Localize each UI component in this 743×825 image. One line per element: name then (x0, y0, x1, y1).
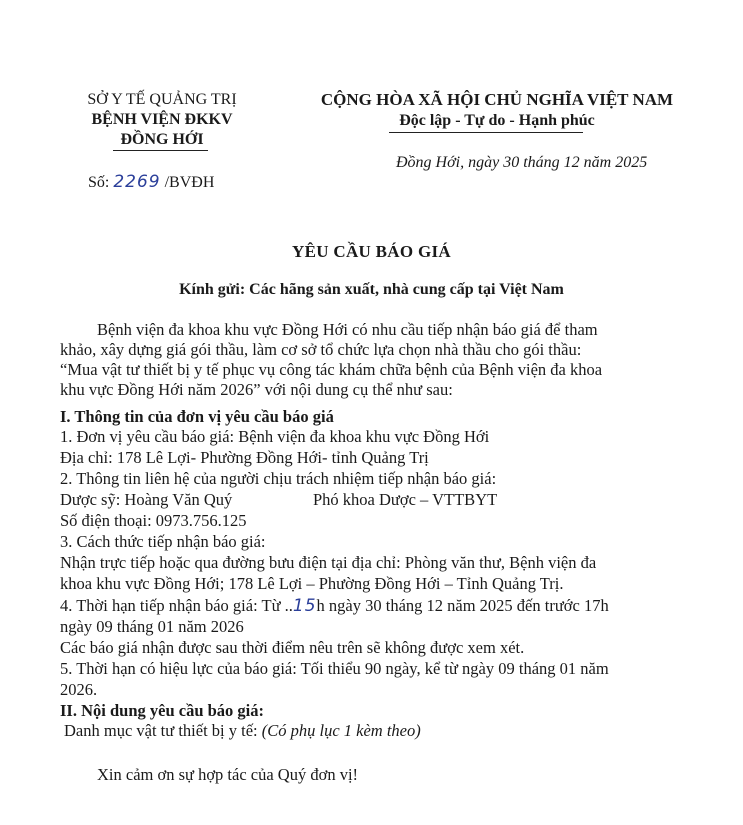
section1-item4-date: ngày 09 tháng 01 năm 2026 (60, 617, 244, 636)
document-number-suffix: /BVĐH (164, 174, 215, 191)
section2-list-label: Danh mục vật tư thiết bị y tế: (64, 721, 262, 740)
motto-underline (389, 132, 583, 133)
section1-item3: 3. Cách thức tiếp nhận báo giá: (60, 532, 266, 551)
document-date: Đồng Hới, ngày 30 tháng 12 năm 2025 (396, 154, 648, 171)
section1-item2: 2. Thông tin liên hệ của người chịu trách nhiệm tiếp nhận báo giá: (60, 469, 497, 488)
header-left-underline (113, 150, 208, 151)
contact-phone: Số điện thoại: 0973.756.125 (60, 511, 247, 530)
item4-prefix: 4. Thời hạn tiếp nhận báo giá: Từ .. (60, 596, 293, 615)
hospital-name-line1: BỆNH VIỆN ĐKKV (91, 111, 233, 128)
section1-item1: 1. Đơn vị yêu cầu báo giá: Bệnh viện đa khoa khu vực Đồng Hới (60, 427, 490, 446)
document-number-handwritten: 2269 (113, 172, 161, 192)
section1-item5: 5. Thời hạn có hiệu lực của báo giá: Tối thiểu 90 ngày, kể từ ngày 09 tháng 01 năm (60, 659, 609, 678)
section1-address: Địa chỉ: 178 Lê Lợi- Phường Đồng Hới- tỉnh Quảng Trị (60, 448, 429, 467)
section1-item3-detail: Nhận trực tiếp hoặc qua đường bưu điện tại địa chỉ: Phòng văn thư, Bệnh viện đa (60, 553, 597, 572)
section2-list (64, 721, 421, 741)
item4-handwritten-hour: 15 (292, 596, 317, 616)
section2-list-note: (Có phụ lục 1 kèm theo) (261, 721, 421, 740)
contact-role: Phó khoa Dược – VTTBYT (313, 490, 498, 509)
national-motto: Độc lập - Tự do - Hạnh phúc (399, 112, 595, 129)
section2-heading: II. Nội dung yêu cầu báo giá: (60, 701, 265, 720)
recipient-line: Kính gửi: Các hãng sản xuất, nhà cung cấp tại Việt Nam (179, 281, 564, 298)
section1-item4 (60, 596, 609, 616)
section1-heading: I. Thông tin của đơn vị yêu cầu báo giá (60, 407, 334, 426)
intro-line: khu vực Đồng Hới năm 2026” với nội dung cụ thể như sau: (60, 380, 453, 399)
item4-suffix: h ngày 30 tháng 12 năm 2025 đến trước 17h (316, 596, 609, 615)
intro-line: khảo, xây dựng giá gói thầu, làm cơ sở tổ chức lựa chọn nhà thầu cho gói thầu: (60, 340, 582, 359)
section1-item3-detail: khoa khu vực Đồng Hới; 178 Lê Lợi – Phường Đồng Hới – Tỉnh Quảng Trị. (60, 574, 564, 593)
intro-line: “Mua vật tư thiết bị y tế phục vụ công tác khám chữa bệnh của Bệnh viện đa khoa (60, 360, 603, 379)
contact-name: Dược sỹ: Hoàng Văn Quý (60, 490, 233, 509)
intro-line: Bệnh viện đa khoa khu vực Đồng Hới có nhu cầu tiếp nhận báo giá để tham (97, 320, 598, 339)
document-number-prefix: Số: (88, 174, 110, 191)
section1-item5: 2026. (60, 680, 98, 699)
document-number (88, 172, 214, 193)
section1-note: Các báo giá nhận được sau thời điểm nêu trên sẽ không được xem xét. (60, 638, 525, 657)
document-title: YÊU CẦU BÁO GIÁ (292, 242, 451, 261)
national-title: CỘNG HÒA XÃ HỘI CHỦ NGHĨA VIỆT NAM (320, 90, 674, 109)
hospital-name-line2: ĐỒNG HỚI (120, 131, 204, 148)
agency-name: SỞ Y TẾ QUẢNG TRỊ (87, 91, 237, 108)
closing-line: Xin cảm ơn sự hợp tác của Quý đơn vị! (97, 765, 359, 784)
